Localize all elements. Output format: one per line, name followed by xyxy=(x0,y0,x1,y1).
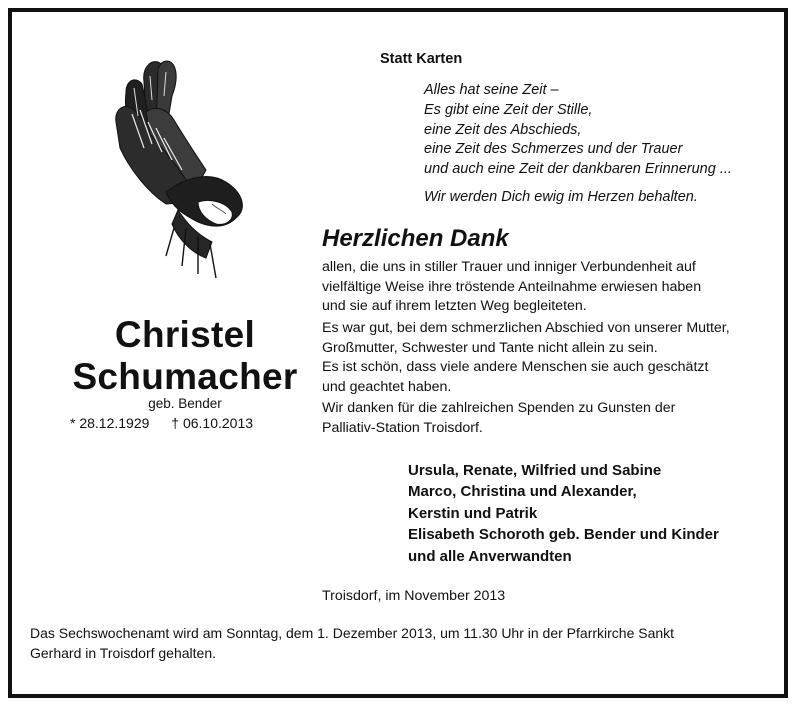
text-line: Palliativ-Station Troisdorf. xyxy=(322,419,483,436)
footer-line: Gerhard in Troisdorf gehalten. xyxy=(30,645,216,661)
footer-note xyxy=(30,623,674,663)
birth-date: * 28.12.1929 xyxy=(70,415,150,431)
text-line: vielfältige Weise ihre tröstende Anteilnahme erwiesen haben xyxy=(322,278,702,295)
thanks-paragraph-1 xyxy=(322,258,762,317)
life-dates xyxy=(70,415,271,431)
signatories xyxy=(408,460,719,567)
deceased-last-name: Schumacher xyxy=(72,356,298,397)
text-line: Großmutter, Schwester und Tante nicht allein zu sein. xyxy=(322,339,658,356)
signatory-line: Marco, Christina und Alexander, xyxy=(408,483,637,501)
text-line: Es ist schön, dass viele andere Menschen sie auch geschätzt xyxy=(322,359,709,376)
praying-hands-icon xyxy=(86,52,262,282)
poem-line: Es gibt eine Zeit der Stille, xyxy=(424,101,593,118)
maiden-name: geb. Bender xyxy=(148,396,222,411)
poem-line: Alles hat seine Zeit – xyxy=(424,82,559,98)
thanks-paragraph-2 xyxy=(322,319,762,397)
deceased-first-name: Christel xyxy=(114,314,256,355)
signatory-line: und alle Anverwandten xyxy=(408,547,572,565)
poem-line: Wir werden Dich ewig im Herzen behalten. xyxy=(424,188,698,205)
signatory-line: Ursula, Renate, Wilfried und Sabine xyxy=(408,462,662,479)
text-line: und sie auf ihrem letzten Weg begleiteten. xyxy=(322,298,587,315)
text-line: allen, die uns in stiller Trauer und inniger Verbundenheit auf xyxy=(322,259,696,275)
statt-karten-label: Statt Karten xyxy=(380,51,463,67)
signatory-line: Kerstin und Patrik xyxy=(408,504,538,522)
text-line: Wir danken für die zahlreichen Spenden zu Gunsten der xyxy=(322,400,676,416)
text-line: Es war gut, bei dem schmerzlichen Abschied von unserer Mutter, xyxy=(322,320,730,336)
poem-line: eine Zeit des Schmerzes und der Trauer xyxy=(424,141,683,158)
footer-line: Das Sechswochenamt wird am Sonntag, dem 1. Dezember 2013, um 11.30 Uhr in der Pfarrkirche Sankt xyxy=(30,625,675,641)
signatory-line: Elisabeth Schoroth geb. Bender und Kinder xyxy=(408,526,719,544)
death-date: † 06.10.2013 xyxy=(171,415,254,431)
place-date: Troisdorf, im November 2013 xyxy=(322,588,506,604)
poem-line: und auch eine Zeit der dankbaren Erinnerung ... xyxy=(424,161,732,178)
thanks-paragraph-3 xyxy=(322,399,762,438)
poem-line: eine Zeit des Abschieds, xyxy=(424,121,582,138)
text-line: und geachtet haben. xyxy=(322,378,452,395)
thanks-headline: Herzlichen Dank xyxy=(322,225,509,252)
poem xyxy=(424,81,732,208)
